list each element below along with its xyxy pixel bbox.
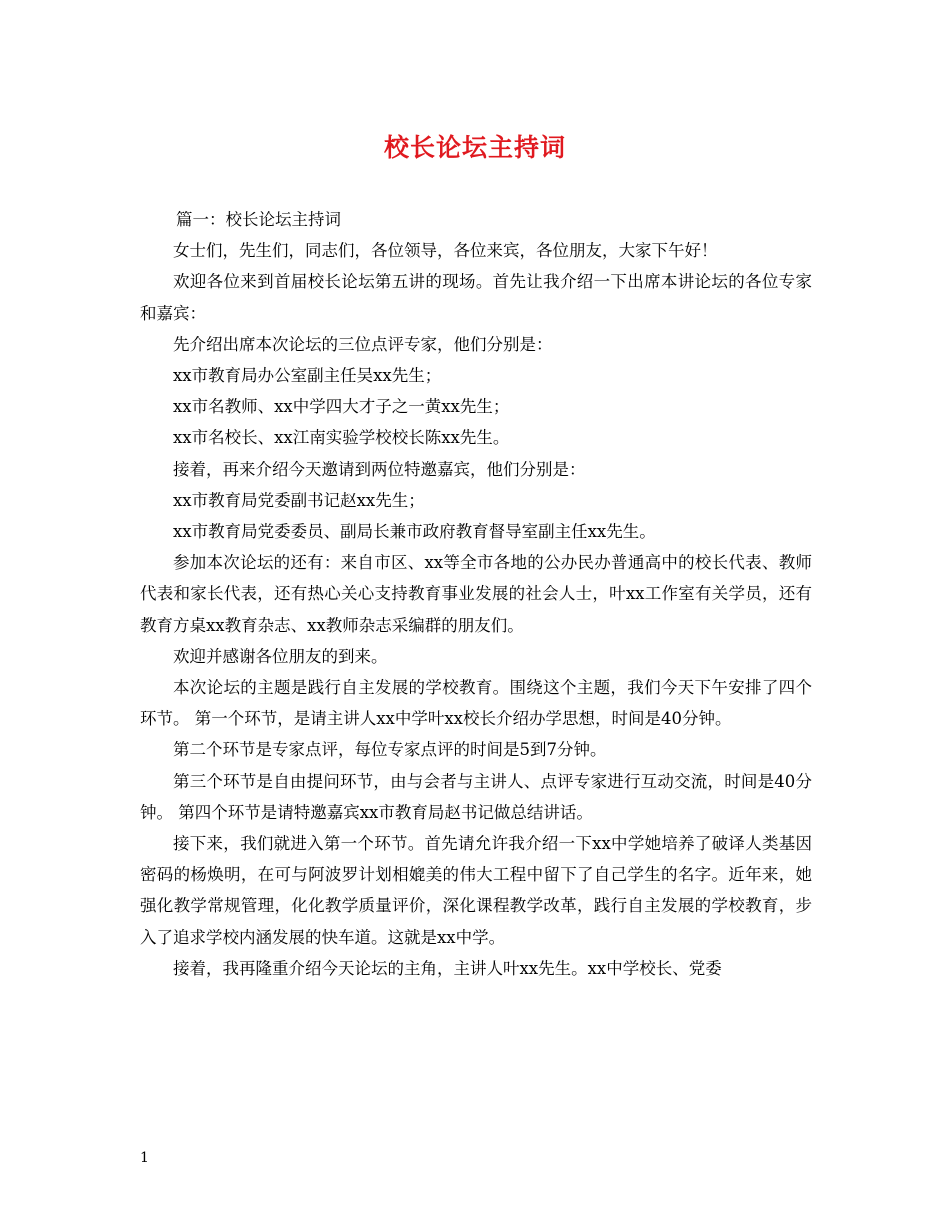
paragraph: 第三个环节是自由提问环节，由与会者与主讲人、点评专家进行互动交流，时间是40分钟。 第四个环节是请特邀嘉宾xx市教育局赵书记做总结讲话。 [140,771,812,822]
paragraph: 接着，我再隆重介绍今天论坛的主角，主讲人叶xx先生。xx中学校长、党委 [173,958,722,978]
paragraph-greeting: 女士们，先生们，同志们，各位领导，各位来宾，各位朋友，大家下午好！ [173,241,718,261]
document-title: 校长论坛主持词 [383,133,566,162]
paragraph: xx市名教师、xx中学四大才子之一黄xx先生； [173,397,510,417]
paragraph: xx市教育局党委副书记赵xx先生； [173,490,425,510]
paragraph: 接下来，我们就进入第一个环节。首先请允许我介绍一下xx中学她培养了破译人类基因密码的杨焕明，在可与阿波罗计划相媲美的伟大工程中留下了自己学生的名字。近年来，她强化教学常规管理，化化教学质量评价，深化课程教学改革，践行自主发展的学校教育，步入了追求学校内涵发展的快车道。这就是xx中学。 [140,834,812,947]
document-body [140,204,812,984]
page-number: 1 [140,1150,149,1166]
paragraph: 先介绍出席本次论坛的三位点评专家，他们分别是： [173,334,553,354]
paragraph: 接着，再来介绍今天邀请到两位特邀嘉宾，他们分别是： [173,459,586,479]
paragraph: 欢迎各位来到首届校长论坛第五讲的现场。首先让我介绍一下出席本讲论坛的各位专家和嘉宾： [140,272,812,323]
section-heading: 篇一：校长论坛主持词 [176,210,341,229]
paragraph: xx市教育局党委委员、副局长兼市政府教育督导室副主任xx先生。 [173,522,656,542]
paragraph: 欢迎并感谢各位朋友的到来。 [173,646,388,666]
paragraph: 第二个环节是专家点评，每位专家点评的时间是5到7分钟。 [173,740,607,760]
paragraph: 参加本次论坛的还有：来自市区、xx等全市各地的公办民办普通高中的校长代表、教师代表和家长代表，还有热心关心支持教育事业发展的社会人士，叶xx工作室有关学员，还有教育方桌xx教育杂志、xx教师杂志采编群的朋友们。 [140,553,812,635]
paragraph: xx市名校长、xx江南实验学校校长陈xx先生。 [173,428,510,448]
paragraph: xx市教育局办公室副主任吴xx先生； [173,366,442,386]
paragraph: 本次论坛的主题是践行自主发展的学校教育。围绕这个主题，我们今天下午安排了四个环节。 第一个环节，是请主讲人xx中学叶xx校长介绍办学思想，时间是40分钟。 [140,678,812,729]
